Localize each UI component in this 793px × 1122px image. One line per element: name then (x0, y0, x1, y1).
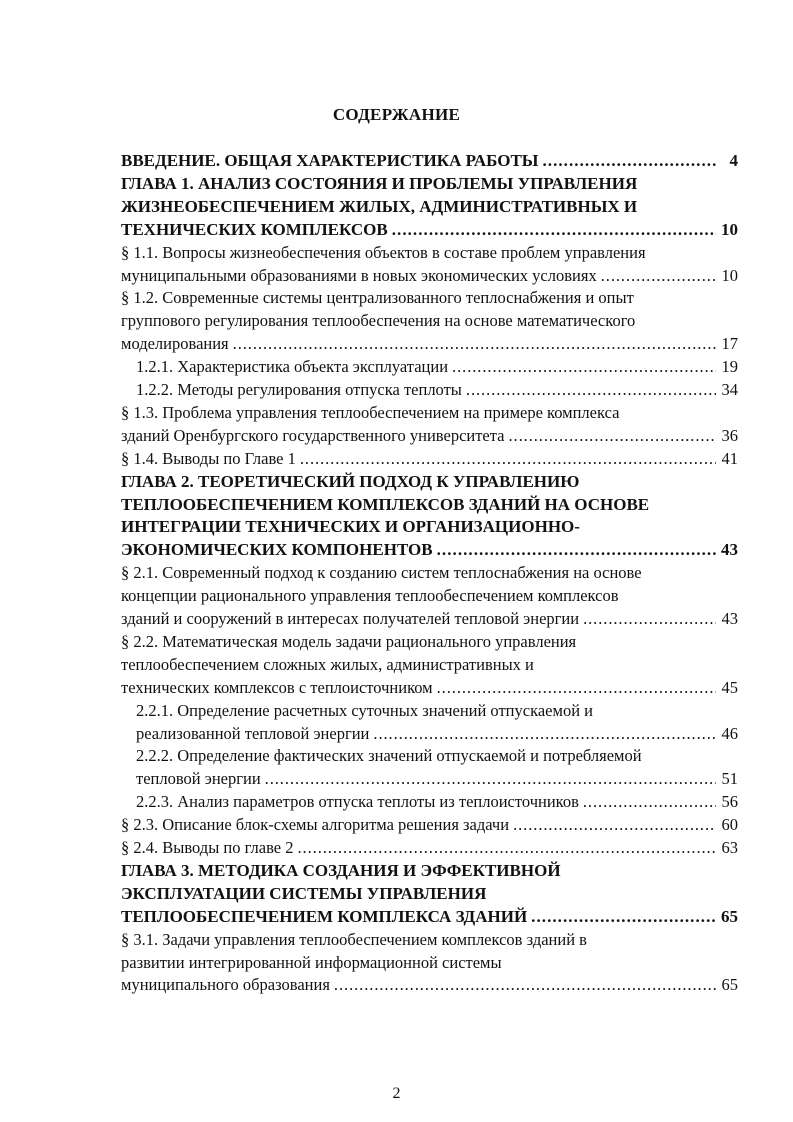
toc-page-number: 56 (721, 792, 738, 812)
toc-entry-text: реализованной тепловой энергии (136, 723, 370, 743)
toc-entry-line (121, 219, 738, 241)
toc-leader-dots (583, 608, 716, 630)
toc-leader-dots (601, 265, 716, 287)
toc-entry-text: ЭКОНОМИЧЕСКИХ КОМПОНЕНТОВ (121, 540, 433, 560)
toc-leader-dots (542, 150, 716, 172)
toc-entry-line (136, 791, 738, 813)
toc-entry-line: теплообеспечением сложных жилых, административных и (121, 654, 534, 674)
toc-entry-line: 2.2.2. Определение фактических значений отпускаемой и потребляемой (136, 746, 642, 766)
toc-entry-line: ГЛАВА 1. АНАЛИЗ СОСТОЯНИЯ И ПРОБЛЕМЫ УПРАВЛЕНИЯ (121, 173, 638, 193)
toc-leader-dots (437, 677, 716, 699)
toc-leader-dots (452, 356, 716, 378)
toc-entry-line (121, 974, 738, 996)
toc-entry-text: 2.2.3. Анализ параметров отпуска теплоты из теплоисточников (136, 792, 579, 812)
toc-entry-line (121, 906, 738, 928)
toc-entry-text: ВВЕДЕНИЕ. ОБЩАЯ ХАРАКТЕРИСТИКА РАБОТЫ (121, 151, 539, 170)
toc-entry-text: технических комплексов с теплоисточником (121, 677, 433, 697)
toc-entry-line (136, 379, 738, 401)
toc-leader-dots (531, 906, 716, 928)
toc-entry-text: зданий и сооружений в интересах получателей тепловой энергии (121, 609, 580, 628)
toc-page-number: 34 (721, 380, 738, 399)
toc-entry-text: муниципальными образованиями в новых экономических условиях (121, 265, 597, 285)
toc-entry-text: муниципального образования (121, 975, 330, 995)
toc-page-number: 63 (721, 838, 738, 857)
toc-entry-line: § 2.2. Математическая модель задачи рационального управления (121, 631, 577, 651)
toc-entry-text: моделирования (121, 334, 229, 354)
toc-entry-line (121, 333, 738, 355)
toc-page-number: 10 (721, 219, 738, 239)
toc-entry-text: 1.2.1. Характеристика объекта эксплуатации (136, 357, 449, 377)
toc-entry-line: 2.2.1. Определение расчетных суточных значений отпускаемой и (136, 700, 593, 720)
toc-leader-dots (300, 448, 716, 470)
toc-page-number: 19 (721, 357, 738, 377)
toc-leader-dots (509, 425, 717, 447)
toc-entry-line (121, 425, 738, 447)
toc-entry-line: ЭКСПЛУАТАЦИИ СИСТЕМЫ УПРАВЛЕНИЯ (121, 883, 487, 903)
toc-page-number: 65 (721, 906, 738, 926)
toc-page-number: 43 (721, 540, 738, 560)
toc-entry-line (121, 608, 738, 630)
toc-leader-dots (513, 814, 716, 836)
toc-leader-dots (392, 219, 716, 241)
toc-page-number: 45 (721, 677, 738, 697)
toc-page-number: 4 (729, 151, 738, 170)
toc-entry-line: группового регулирования теплообеспечения на основе математического (121, 311, 636, 331)
toc-page-number: 41 (721, 448, 738, 468)
toc-entry-line (136, 356, 738, 378)
toc-entry-line: § 3.1. Задачи управления теплообеспечением комплексов зданий в (121, 929, 587, 949)
toc-entry-line: развитии интегрированной информационной системы (121, 952, 502, 972)
toc-entry-line (136, 768, 738, 790)
toc-leader-dots (233, 333, 716, 355)
toc-entry-line: ГЛАВА 3. МЕТОДИКА СОЗДАНИЯ И ЭФФЕКТИВНОЙ (121, 860, 561, 880)
toc-page-number: 51 (721, 769, 738, 789)
toc-entry-line (121, 814, 738, 836)
toc-entry-line: концепции рационального управления теплообеспечением комплексов (121, 586, 619, 606)
toc-entry-text: ТЕХНИЧЕСКИХ КОМПЛЕКСОВ (121, 219, 388, 239)
toc-page-number: 46 (721, 723, 738, 743)
toc-leader-dots (265, 768, 716, 790)
toc-leader-dots (437, 539, 716, 561)
toc-entry-line (121, 837, 738, 859)
toc-entry-text: § 2.3. Описание блок-схемы алгоритма решения задачи (121, 815, 510, 835)
toc-entry-text: зданий Оренбургского государственного университета (121, 425, 505, 445)
toc-leader-dots (334, 974, 716, 996)
toc-entry-line: § 1.1. Вопросы жизнеобеспечения объектов в составе проблем управления (121, 242, 646, 262)
toc-entry-line (121, 677, 738, 699)
toc-entry-line (121, 448, 738, 470)
toc-leader-dots (298, 837, 717, 859)
toc-entry-text: ТЕПЛООБЕСПЕЧЕНИЕМ КОМПЛЕКСА ЗДАНИЙ (121, 906, 528, 926)
page-title: СОДЕРЖАНИЕ (332, 105, 461, 124)
toc-page-number: 43 (721, 609, 738, 628)
toc-entry-line: § 2.1. Современный подход к созданию систем теплоснабжения на основе (121, 563, 642, 583)
toc-entry-line: ИНТЕГРАЦИИ ТЕХНИЧЕСКИХ И ОРГАНИЗАЦИОННО- (121, 517, 580, 537)
toc-entry-line: § 1.3. Проблема управления теплообеспечением на примере комплекса (121, 402, 620, 422)
toc-entry-text: 1.2.2. Методы регулирования отпуска теплоты (136, 380, 462, 399)
toc-page-number: 60 (721, 815, 738, 835)
toc-entry-line: § 1.2. Современные системы централизованного теплоснабжения и опыт (121, 288, 634, 308)
toc-entry-line: ЖИЗНЕОБЕСПЕЧЕНИЕМ ЖИЛЫХ, АДМИНИСТРАТИВНЫХ И (121, 196, 638, 216)
page-number: 2 (392, 1085, 401, 1102)
toc-leader-dots (583, 791, 716, 813)
toc-entry-line (136, 723, 738, 745)
toc-entry-line (121, 150, 738, 172)
toc-entry-line: ГЛАВА 2. ТЕОРЕТИЧЕСКИЙ ПОДХОД К УПРАВЛЕНИЮ (121, 471, 580, 491)
toc-entry-text: § 2.4. Выводы по главе 2 (121, 838, 294, 857)
toc-entry-text: тепловой энергии (136, 769, 261, 789)
toc-page-number: 10 (721, 265, 738, 285)
toc-page-number: 65 (721, 975, 738, 995)
toc-page-number: 17 (721, 334, 738, 354)
toc-page-number: 36 (721, 425, 738, 445)
toc-entry-line (121, 265, 738, 287)
toc-entry-text: § 1.4. Выводы по Главе 1 (121, 448, 296, 468)
toc-leader-dots (466, 379, 716, 401)
toc-entry-line: ТЕПЛООБЕСПЕЧЕНИЕМ КОМПЛЕКСОВ ЗДАНИЙ НА ОСНОВЕ (121, 494, 650, 514)
toc-entry-line (121, 539, 738, 561)
toc-leader-dots (373, 723, 716, 745)
